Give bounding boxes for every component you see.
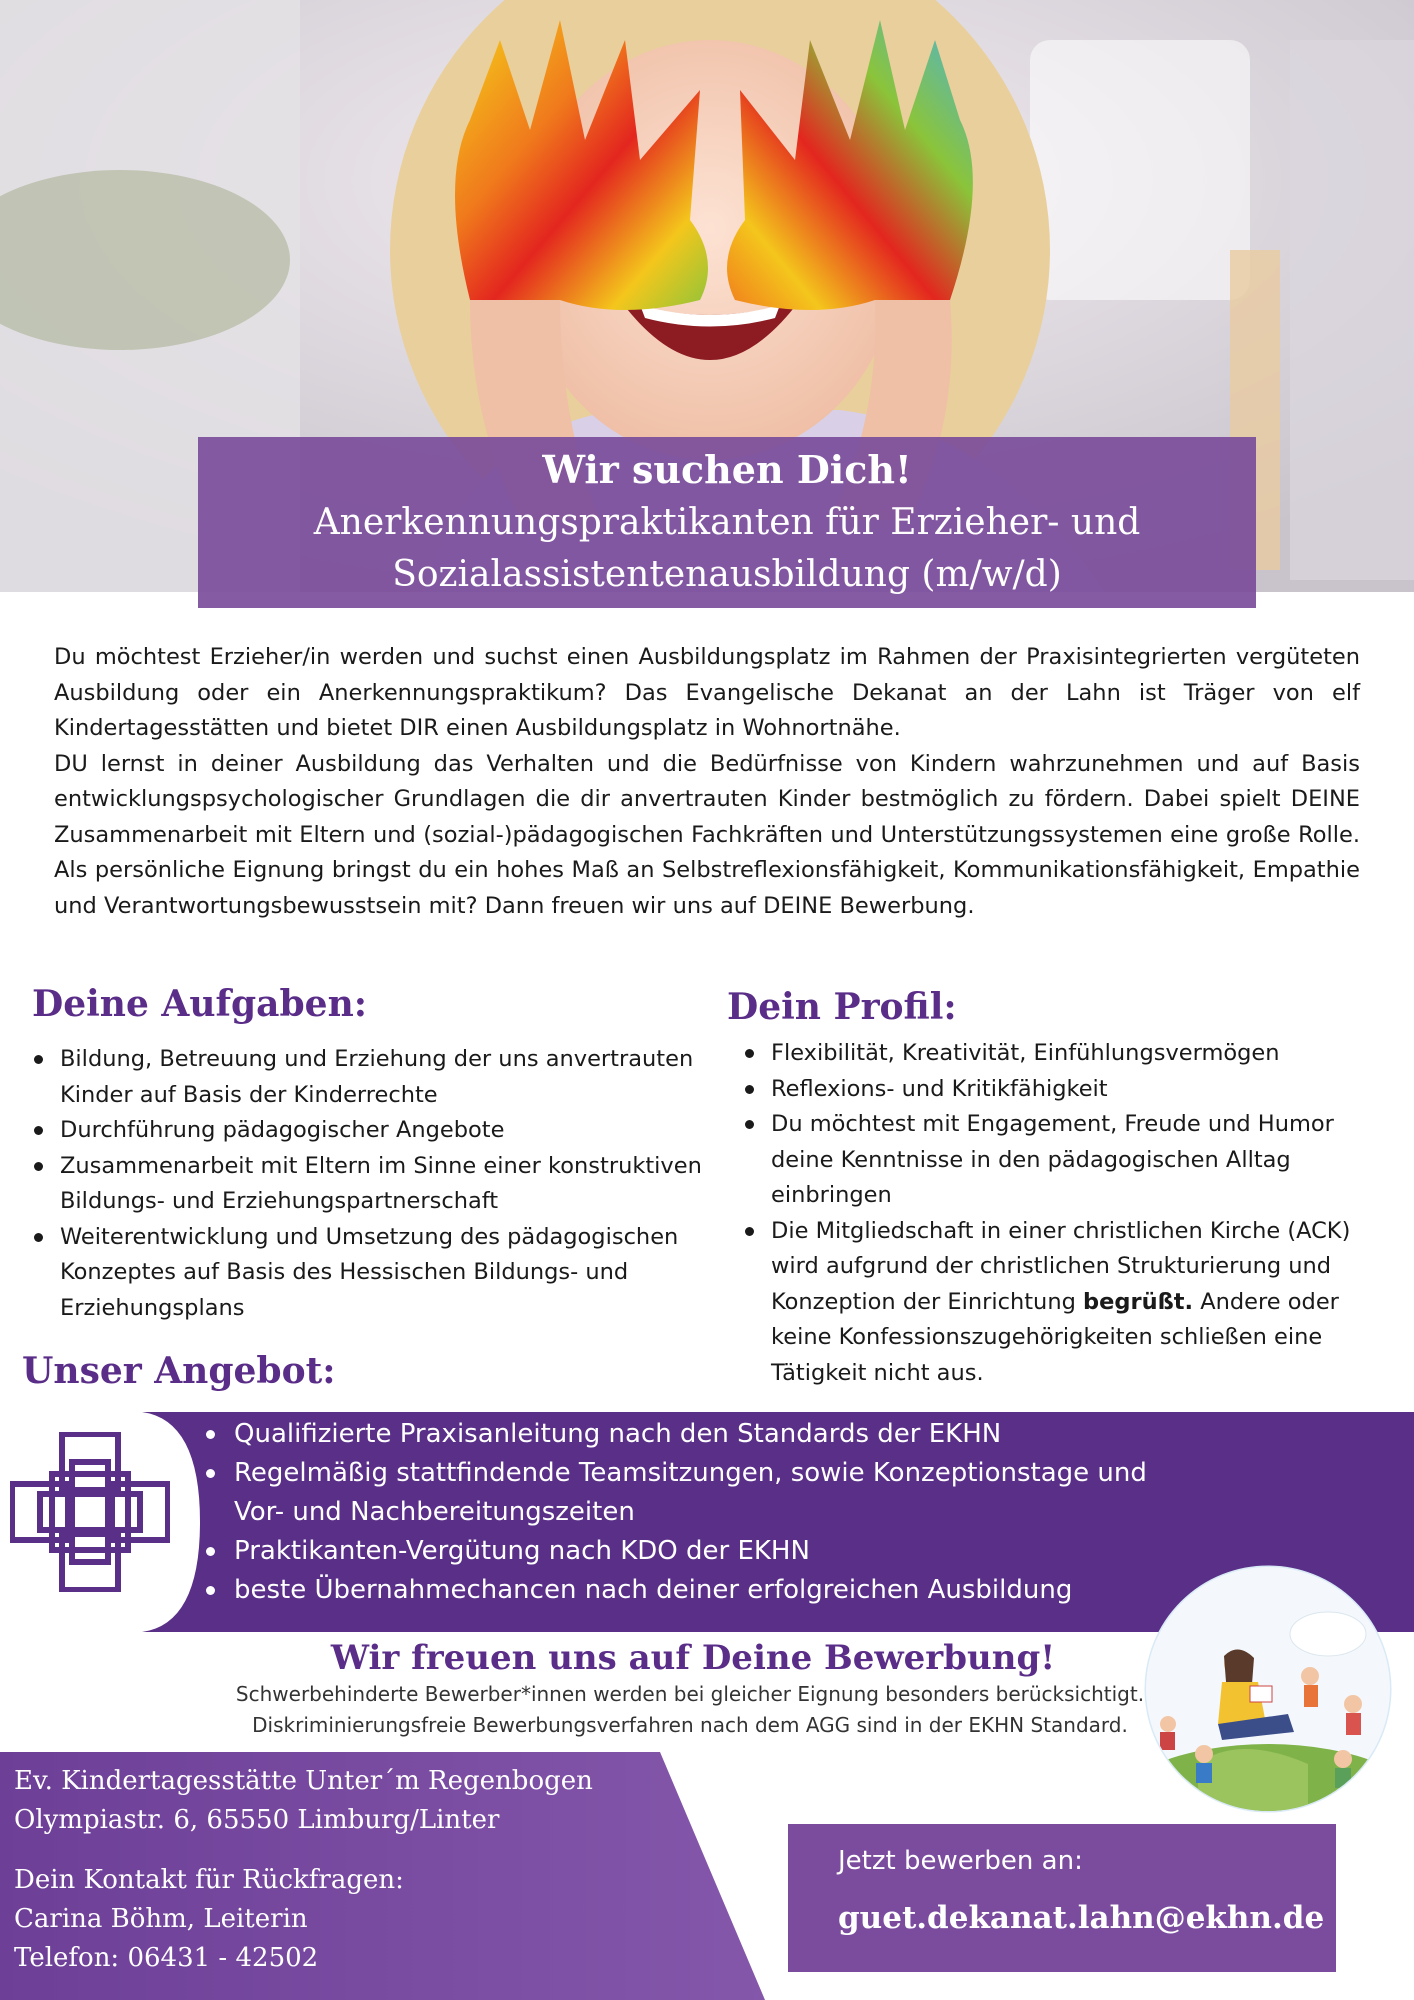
apply-email-link[interactable]: guet.dekanat.lahn@ekhn.de — [838, 1900, 1325, 1936]
list-item: Regelmäßig stattfindende Teamsitzungen, sowie Konzeptionstage und Vor- und Nachbereitungszeiten — [204, 1454, 1204, 1532]
apply-label: Jetzt bewerben an: — [838, 1846, 1083, 1876]
list-item: Zusammenarbeit mit Eltern im Sinne einer konstruktiven Bildungs- und Erziehungspartnerschaft — [32, 1149, 722, 1220]
apply-box — [788, 1824, 1336, 1972]
intro-paragraph-1: Du möchtest Erzieher/in werden und suchst einen Ausbildungsplatz im Rahmen der Praxisintegrierten vergüteten Ausbildung oder ein Anerkennungspraktikum? Das Evangelische Dekanat an der Lahn ist Träger von elf Kindertagesstätten und bietet DIR einen Ausbildungsplatz in Wohnortnähe. — [54, 644, 1360, 741]
intro-text — [54, 640, 1360, 924]
list-item-membership — [743, 1214, 1383, 1392]
cta-note-agg: Diskriminierungsfreie Bewerbungsverfahren nach dem AGG sind in der EKHN Standard. — [252, 1713, 1128, 1737]
list-item: Bildung, Betreuung und Erziehung der uns anvertrauten Kinder auf Basis der Kinderrechte — [32, 1042, 722, 1113]
org-name: Ev. Kindertagesstätte Unter´m Regenbogen — [14, 1766, 593, 1796]
cta-title: Wir freuen uns auf Deine Bewerbung! — [330, 1638, 1056, 1678]
contact-name: Carina Böhm, Leiterin — [14, 1904, 308, 1934]
intro-paragraph-2: DU lernst in deiner Ausbildung das Verhalten und die Bedürfnisse von Kindern wahrzunehmen und auf Basis entwicklungspsychologischer Grundlagen die dir anvertrauten Kinder bestmöglich zu fördern. Dabei spielt DEINE Zusammenarbeit mit Eltern und (sozial-)pädagogischen Fachkräften und Unterstützungssystemen eine große Rolle. Als persönliche Eignung bringst du ein hohes Maß an Selbstreflexionsfähigkeit, Kommunikationsfähigkeit, Empathie und Verantwortungsbewusstsein mit? Dann freuen wir uns auf DEINE Bewerbung. — [54, 750, 1360, 919]
aufgaben-list — [32, 1042, 722, 1326]
org-address: Olympiastr. 6, 65550 Limburg/Linter — [14, 1805, 500, 1835]
job-title-line-2: Sozialassistentenausbildung (m/w/d) — [392, 554, 1062, 595]
contact-label: Dein Kontakt für Rückfragen: — [14, 1865, 404, 1895]
list-item: Reflexions- und Kritikfähigkeit — [743, 1072, 1383, 1108]
angebot-list — [204, 1415, 1204, 1610]
angebot-heading: Unser Angebot: — [22, 1350, 336, 1392]
ekhn-cross-logo — [10, 1432, 170, 1592]
job-title-line-1: Anerkennungspraktikanten für Erzieher- und — [313, 502, 1141, 543]
cta-note-disability: Schwerbehinderte Bewerber*innen werden bei gleicher Eignung besonders berücksichtigt. — [235, 1682, 1145, 1706]
membership-text-end: Andere oder keine Konfessionszugehörigkeiten schließen eine Tätigkeit nicht aus. — [771, 1288, 1339, 1386]
headline: Wir suchen Dich! — [542, 447, 912, 492]
list-item: Du möchtest mit Engagement, Freude und Humor deine Kenntnisse in den pädagogischen Alltag einbringen — [743, 1107, 1383, 1214]
contact-phone: Telefon: 06431 - 42502 — [14, 1943, 319, 1973]
list-item: beste Übernahmechancen nach deiner erfolgreichen Ausbildung — [204, 1571, 1204, 1610]
list-item: Qualifizierte Praxisanleitung nach den Standards der EKHN — [204, 1415, 1204, 1454]
list-item: Flexibilität, Kreativität, Einfühlungsvermögen — [743, 1036, 1383, 1072]
profil-heading: Dein Profil: — [727, 986, 957, 1028]
title-banner — [198, 437, 1256, 608]
footer-contact — [14, 1762, 593, 1978]
membership-text: Die Mitgliedschaft in einer christlichen Kirche (ACK) wird aufgrund der christlichen Strukturierung und Konzeption der Einrichtung — [771, 1217, 1351, 1315]
aufgaben-heading: Deine Aufgaben: — [32, 983, 368, 1025]
list-item: Durchführung pädagogischer Angebote — [32, 1113, 722, 1149]
membership-emphasis: begrüßt. — [1083, 1288, 1194, 1315]
list-item: Weiterentwicklung und Umsetzung des pädagogischen Konzeptes auf Basis des Hessischen Bildungs- und Erziehungsplans — [32, 1220, 722, 1327]
job-title — [198, 497, 1256, 601]
list-item: Praktikanten-Vergütung nach KDO der EKHN — [204, 1532, 1204, 1571]
profil-list — [743, 1036, 1383, 1391]
